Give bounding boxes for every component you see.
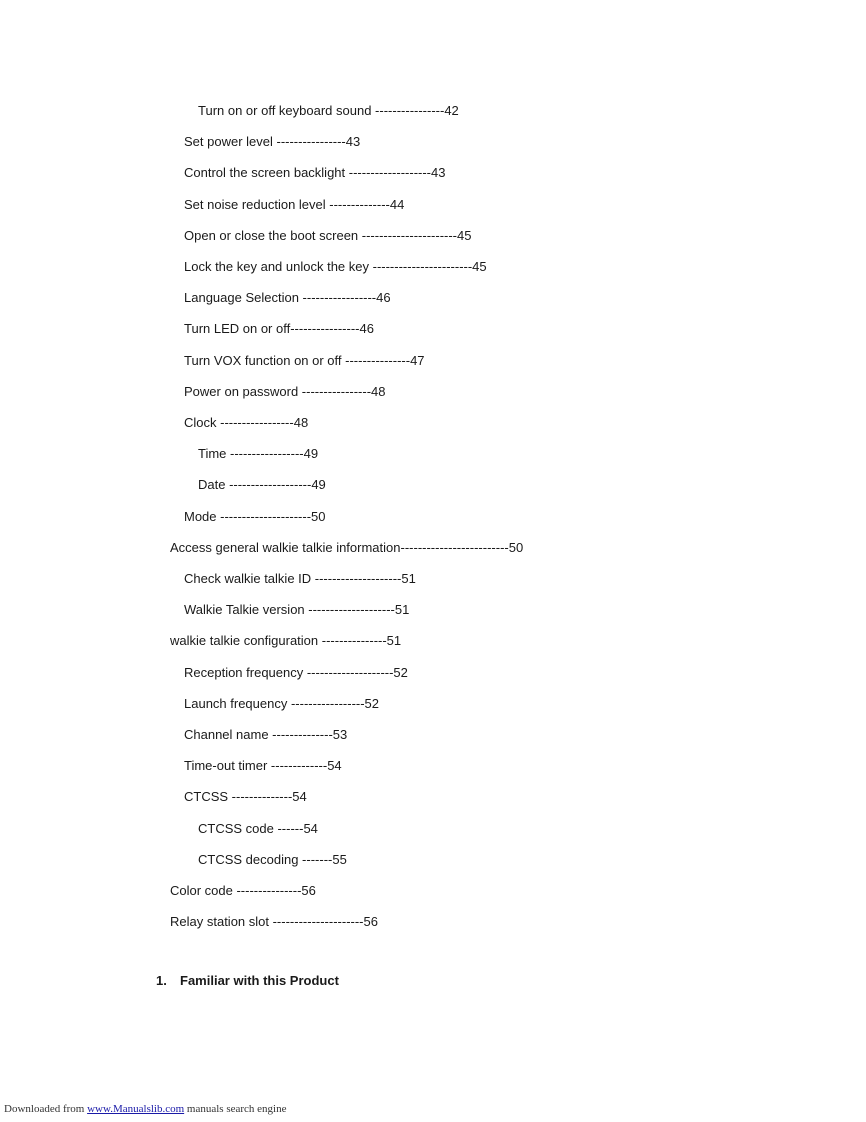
footer-suffix: manuals search engine — [184, 1103, 287, 1115]
toc-entry: Set power level ----------------43 — [184, 134, 361, 149]
toc-entry: CTCSS code ------54 — [198, 821, 318, 836]
section-number: 1. — [156, 973, 167, 988]
toc-entry: Channel name --------------53 — [184, 727, 348, 742]
toc-entry: Relay station slot ---------------------56 — [170, 914, 378, 929]
toc-entry: Turn VOX function on or off ---------------47 — [184, 353, 425, 368]
toc-entry: Set noise reduction level --------------44 — [184, 197, 405, 212]
toc-entry: Time -----------------49 — [198, 446, 319, 461]
toc-entry: Date -------------------49 — [198, 477, 326, 492]
section-title: Familiar with this Product — [180, 973, 339, 988]
section-heading — [156, 973, 339, 989]
toc-entry: Turn on or off keyboard sound ----------------42 — [198, 103, 459, 118]
toc-entry: Language Selection -----------------46 — [184, 290, 391, 305]
manualslib-link[interactable]: www.Manualslib.com — [87, 1103, 185, 1115]
toc-entry: Power on password ----------------48 — [184, 384, 386, 399]
toc-entry: Launch frequency -----------------52 — [184, 696, 380, 711]
toc-entry: Control the screen backlight -------------------43 — [184, 165, 446, 180]
toc-entry: Check walkie talkie ID --------------------51 — [184, 571, 416, 586]
toc-entry: walkie talkie configuration ---------------51 — [170, 633, 402, 648]
toc-entry: CTCSS --------------54 — [184, 789, 307, 804]
toc-entry: Time-out timer -------------54 — [184, 758, 342, 773]
toc-entry: Lock the key and unlock the key -----------------------45 — [184, 259, 487, 274]
page-footer — [4, 1103, 286, 1115]
toc-entry: CTCSS decoding -------55 — [198, 852, 347, 867]
toc-entry: Reception frequency --------------------52 — [184, 665, 408, 680]
toc-entry: Access general walkie talkie information-------------------------50 — [170, 540, 524, 555]
toc-entry: Mode ---------------------50 — [184, 509, 326, 524]
toc-entry: Color code ---------------56 — [170, 883, 316, 898]
footer-prefix: Downloaded from — [4, 1103, 88, 1115]
toc-entry: Turn LED on or off----------------46 — [184, 321, 374, 336]
toc-entry: Open or close the boot screen ----------------------45 — [184, 228, 472, 243]
toc-entry: Walkie Talkie version --------------------51 — [184, 602, 410, 617]
toc-entry: Clock -----------------48 — [184, 415, 309, 430]
